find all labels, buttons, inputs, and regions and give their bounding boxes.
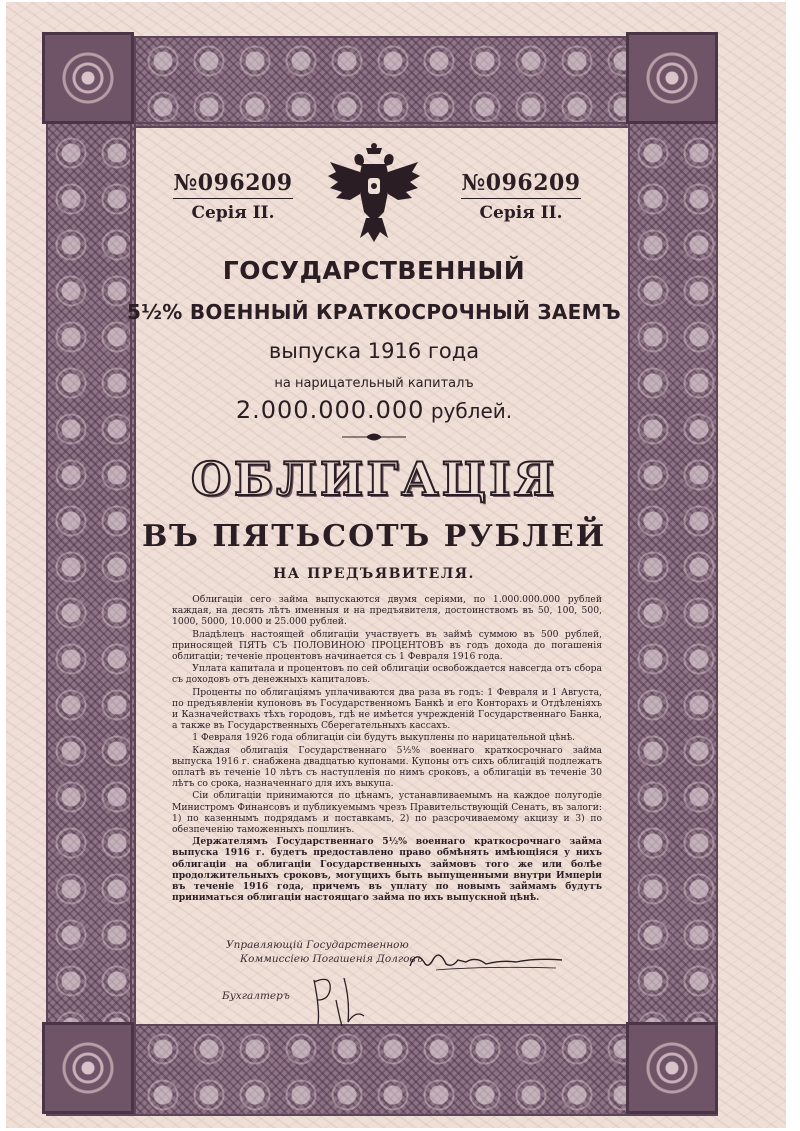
document-heading: ОБЛИГАЦІЯ — [190, 452, 558, 506]
title-line-1: ГОСУДАРСТВЕННЫЙ — [222, 256, 526, 285]
terms-paragraph: Каждая облигація Государственнаго 5½% военнаго краткосрочнаго займа выпуска 1916 г. снабжена двадцатью купонами. Купоны отъ сихъ облигацій подлежатъ оплатѣ въ теченіе 10 лѣтъ съ наступленія по нимъ сроковъ, а облигаціи въ теченіе 30 лѣтъ со срока, назначеннаго для ихъ выкупа. — [172, 744, 602, 790]
corner-rosette-bottom-right — [626, 1022, 718, 1114]
manager-signature — [406, 946, 566, 976]
denomination: ВЪ ПЯТЬСОТЪ РУБЛЕЙ — [141, 519, 607, 554]
corner-rosette-bottom-left — [42, 1022, 134, 1114]
terms-paragraph: Владѣлецъ настоящей облигаціи участвуетъ въ займѣ суммою въ 500 рублей, приносящей ПЯТЬ СЪ ПОЛОВИНОЮ ПРОЦЕНТОВЪ въ годъ дохода до погашенія облигаціи; теченіе процентовъ начинается съ 1 Февраля 1916 года. — [172, 628, 602, 663]
issue-year: выпуска 1916 года — [268, 339, 480, 363]
serial-block-right — [446, 170, 596, 223]
series-right: Серія II. — [479, 203, 563, 223]
title-line-2: 5½% ВОЕННЫЙ КРАТКОСРОЧНЫЙ ЗАЕМЪ — [127, 300, 621, 324]
serial-block-left — [158, 170, 308, 223]
ornament-divider — [342, 430, 406, 444]
corner-rosette-top-right — [626, 32, 718, 124]
terms-paragraph: 1 Февраля 1926 года облигаціи сіи будутъ выкуплены по нарицательной цѣнѣ. — [192, 732, 576, 744]
accountant-signature — [306, 970, 376, 1030]
terms-text — [172, 594, 602, 904]
border-left — [46, 36, 136, 1116]
terms-paragraph: Держателямъ Государственнаго 5½% военнаго краткосрочнаго займа выпуска 1916 г. будетъ предоставлено право обмѣнять имѣющіяся у нихъ облигаціи на облигаціи Государственныхъ займовъ того же или болѣе продолжительныхъ сроковъ, могущихъ быть выпущенными внутри Имперіи въ теченіе 1916 года, причемъ въ уплату по новымъ займамъ будутъ приниматься облигаціи настоящаго займа по ихъ выпускной цѣнѣ. — [172, 836, 602, 904]
corner-rosette-top-left — [42, 32, 134, 124]
border-top — [46, 36, 718, 128]
series-left: Серія II. — [191, 203, 275, 223]
capital-line — [126, 396, 622, 424]
serial-number-right: №096209 — [461, 170, 580, 199]
capital-label: на нарицательный капиталъ — [274, 376, 474, 391]
bond-content — [126, 122, 622, 1022]
terms-paragraph: Уплата капитала и процентовъ по сей облигаціи освобождается навсегда отъ сбора съ доходовъ отъ денежныхъ капиталовъ. — [172, 663, 602, 686]
terms-paragraph: Проценты по облигаціямъ уплачиваются два раза въ годъ: 1 Февраля и 1 Августа, по предъявленіи купоновъ въ Государственномъ Банкѣ и его Конторахъ и Отдѣленіяхъ и Казначействахъ тѣхъ городовъ, гдѣ не имѣется учрежденій Государственнаго Банка, а также въ Государственныхъ Сберегательныхъ кассахъ. — [172, 686, 602, 732]
manager-title-line2: Коммиссіею Погашенія Долговъ — [240, 953, 423, 965]
double-headed-eagle-icon — [326, 142, 422, 246]
manager-signature-label — [226, 938, 426, 966]
serial-number-left: №096209 — [173, 170, 292, 199]
manager-title-line1: Управляющій Государственною — [226, 939, 409, 951]
border-right — [628, 36, 718, 1116]
border-bottom — [46, 1024, 718, 1116]
capital-amount: 2.000.000.000 — [235, 396, 425, 424]
accountant-label: Бухгалтеръ — [222, 990, 290, 1002]
capital-unit: рублей. — [430, 399, 513, 423]
terms-paragraph: Облигаціи сего займа выпускаются двумя серіями, по 1.000.000.000 рублей каждая, на десять лѣтъ именныя и на предъявителя, достоинствомъ въ 50, 100, 500, 1000, 5000, 10.000 и 25.000 рублей. — [172, 594, 602, 628]
terms-paragraph: Сіи облигаціи принимаются по цѣнамъ, устанавливаемымъ на каждое полугодіе Министромъ Финансовъ и публикуемымъ чрезъ Правительствующій Сенатъ, въ залоги: 1) по казеннымъ подрядамъ и поставкамъ, 2) по разсрочиваемому акцизу и 3) по обезпеченію таможенныхъ пошлинъ. — [172, 790, 602, 836]
bearer-label: НА ПРЕДЪЯВИТЕЛЯ. — [273, 566, 475, 582]
